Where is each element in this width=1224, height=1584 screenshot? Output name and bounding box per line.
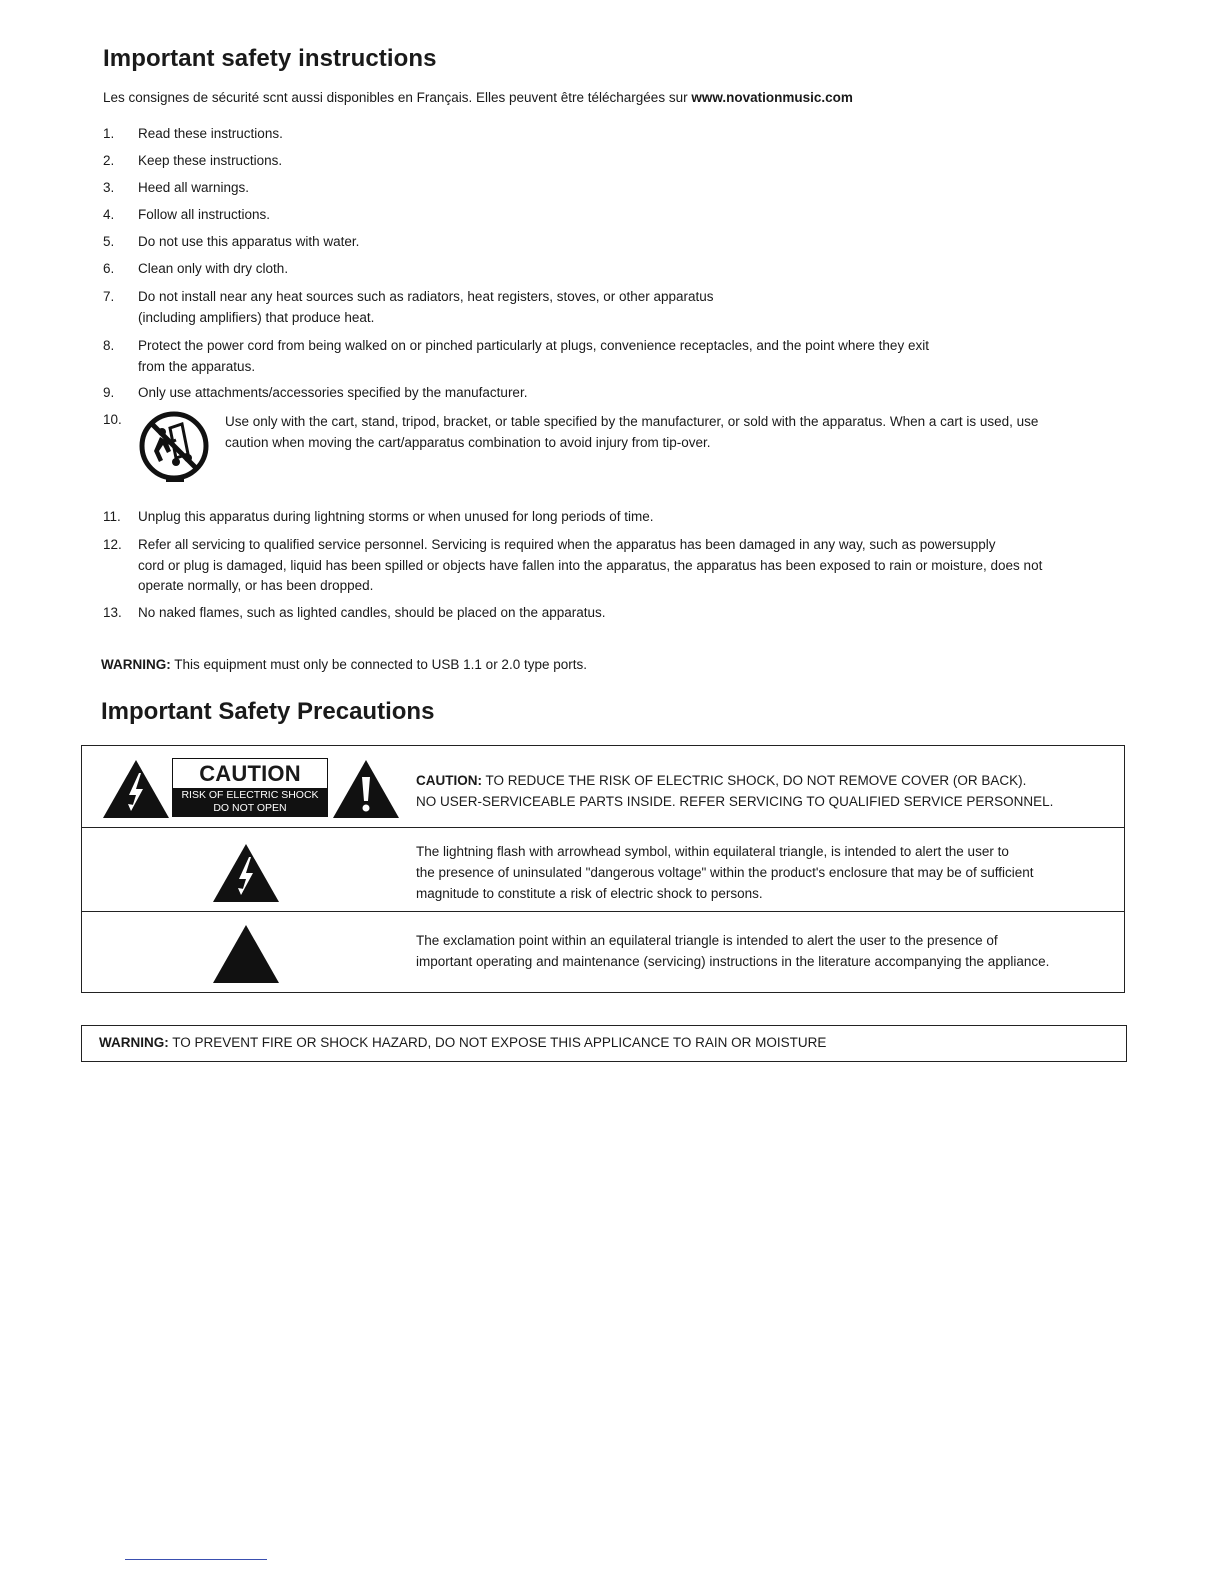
fire-warning-box — [81, 1025, 1127, 1062]
item-number: 5. — [103, 234, 115, 249]
lightning-triangle-icon — [212, 843, 280, 903]
item-text-line: operate normally, or has been dropped. — [138, 578, 374, 593]
caution-sub-line: RISK OF ELECTRIC SHOCK — [181, 789, 319, 801]
item-number: 11. — [103, 509, 121, 524]
precautions-heading: Important Safety Precautions — [101, 698, 435, 725]
item-number: 10. — [103, 412, 122, 427]
item-text-line: cord or plug is damaged, liquid has been spilled or objects have fallen into the apparatus, the apparatus has been exposed to rain or moisture, does not — [138, 557, 1043, 573]
item-number: 8. — [103, 338, 115, 353]
caution-text — [416, 770, 1116, 812]
lightning-triangle-icon — [102, 759, 170, 819]
item-text: Follow all instructions. — [138, 207, 271, 222]
usb-warning — [101, 657, 587, 672]
item-number: 12. — [103, 537, 122, 552]
item-text: Unplug this apparatus during lightning storms or when unused for long periods of time. — [138, 509, 654, 524]
item-text: Keep these instructions. — [138, 153, 283, 168]
caution-subtitle — [173, 788, 327, 816]
item-number: 3. — [103, 180, 115, 195]
item-text: Heed all warnings. — [138, 180, 250, 195]
precautions-table — [81, 745, 1125, 993]
item-text — [138, 336, 1118, 377]
intro-paragraph — [103, 90, 853, 105]
exclamation-description — [416, 930, 1116, 972]
item-text — [138, 287, 1118, 328]
item-text-line: Refer all servicing to qualified service personnel. Servicing is required when the apparatus has been damaged in any way, such as powersupply — [138, 537, 996, 552]
item-text-line: from the apparatus. — [138, 358, 256, 374]
item-text — [225, 412, 1105, 453]
caution-title: CAUTION — [199, 761, 301, 786]
item-text-line: (including amplifiers) that produce heat. — [138, 309, 375, 325]
item-text-line: Use only with the cart, stand, tripod, bracket, or table specified by the manufacturer, or sold with the apparatus. When a cart is used, use — [225, 414, 1039, 429]
item-text: Do not use this apparatus with water. — [138, 234, 360, 249]
description-line: important operating and maintenance (servicing) instructions in the literature accompanying the appliance. — [416, 954, 1050, 969]
warning-label: WARNING: — [99, 1035, 169, 1050]
item-text: Clean only with dry cloth. — [138, 261, 289, 276]
instructions-heading: Important safety instructions — [103, 45, 437, 72]
lightning-description — [416, 841, 1116, 904]
description-line: magnitude to constitute a risk of electric shock to persons. — [416, 886, 763, 901]
lightning-row — [82, 828, 1124, 912]
intro-text: Les consignes de sécurité scnt aussi disponibles en Français. Elles peuvent être téléchargées sur — [103, 90, 692, 105]
item-number: 9. — [103, 385, 115, 400]
warning-label: WARNING: — [101, 657, 171, 672]
cart-tip-over-warning-icon — [136, 408, 212, 484]
item-number: 13. — [103, 605, 122, 620]
item-text: No naked flames, such as lighted candles, should be placed on the apparatus. — [138, 605, 606, 620]
description-line: The lightning flash with arrowhead symbol, within equilateral triangle, is intended to alert the user to — [416, 844, 1009, 859]
exclamation-triangle-icon — [332, 759, 400, 819]
item-number: 7. — [103, 289, 115, 304]
caution-row — [82, 746, 1124, 828]
description-line: The exclamation point within an equilateral triangle is intended to alert the user to the presence of — [416, 933, 998, 948]
warning-text: This equipment must only be connected to USB 1.1 or 2.0 type ports. — [170, 657, 587, 672]
footer-rule — [125, 1559, 267, 1560]
exclamation-row — [82, 912, 1124, 992]
description-line: the presence of uninsulated "dangerous voltage" within the product's enclosure that may be of sufficient — [416, 865, 1034, 880]
caution-sub-line: DO NOT OPEN — [213, 802, 287, 814]
warning-text: TO PREVENT FIRE OR SHOCK HAZARD, DO NOT EXPOSE THIS APPLICANCE TO RAIN OR MOISTURE — [168, 1035, 827, 1050]
item-text-line: Protect the power cord from being walked on or pinched particularly at plugs, convenience receptacles, and the point where they exit — [138, 338, 929, 353]
exclamation-triangle-icon — [212, 924, 280, 984]
item-number: 6. — [103, 261, 115, 276]
item-number: 2. — [103, 153, 115, 168]
item-text — [138, 535, 1118, 597]
caution-text-line: TO REDUCE THE RISK OF ELECTRIC SHOCK, DO NOT REMOVE COVER (OR BACK). — [482, 773, 1027, 788]
intro-website: www.novationmusic.com — [691, 90, 853, 105]
item-number: 4. — [103, 207, 115, 222]
item-text: Only use attachments/accessories specified by the manufacturer. — [138, 385, 528, 400]
item-text: Read these instructions. — [138, 126, 283, 141]
caution-text-label: CAUTION: — [416, 773, 482, 788]
caution-text-line: NO USER-SERVICEABLE PARTS INSIDE. REFER SERVICING TO QUALIFIED SERVICE PERSONNEL. — [416, 794, 1054, 809]
item-text-line: caution when moving the cart/apparatus combination to avoid injury from tip-over. — [225, 434, 711, 450]
item-text-line: Do not install near any heat sources such as radiators, heat registers, stoves, or other apparatus — [138, 289, 714, 304]
caution-label — [172, 758, 328, 817]
item-number: 1. — [103, 126, 115, 141]
